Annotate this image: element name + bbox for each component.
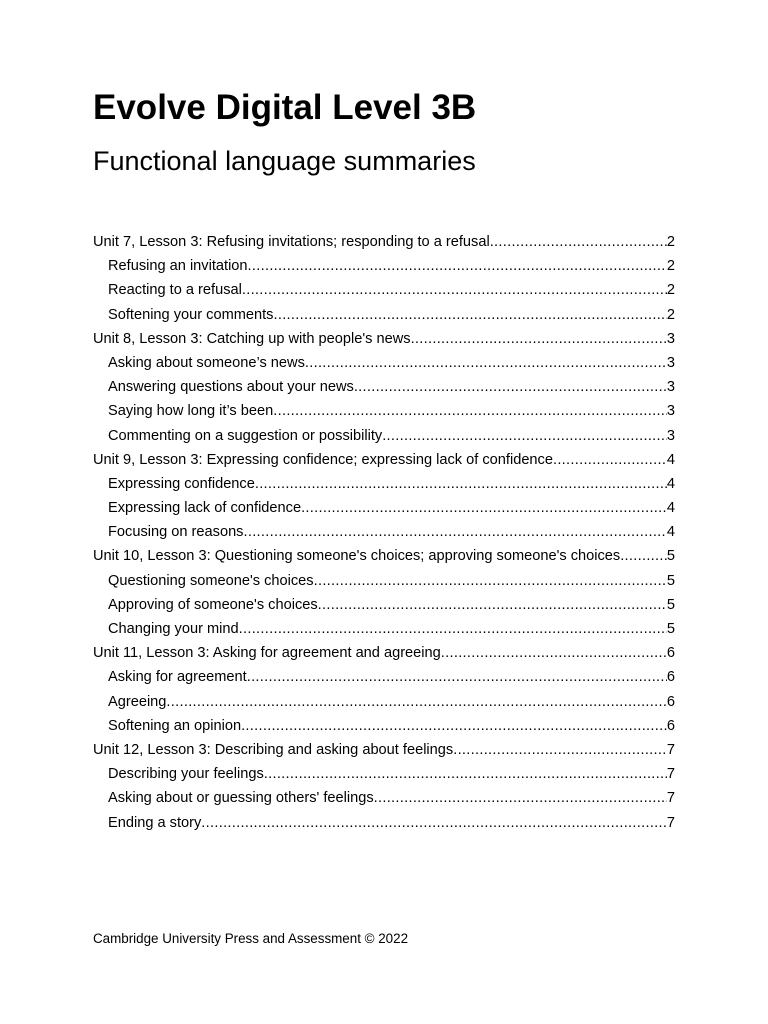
toc-entry-title: Commenting on a suggestion or possibility xyxy=(108,427,383,444)
toc-entry-title: Unit 8, Lesson 3: Catching up with people's news xyxy=(93,330,411,347)
toc-dot-leader xyxy=(273,399,667,423)
toc-dot-leader xyxy=(620,544,667,568)
toc-section-entry[interactable] xyxy=(93,303,675,327)
toc-entry-title: Expressing lack of confidence xyxy=(108,500,302,517)
toc-section-entry[interactable] xyxy=(93,811,675,835)
toc-dot-leader xyxy=(264,762,667,786)
toc-entry-title: Saying how long it’s been xyxy=(108,403,274,420)
toc-section-entry[interactable] xyxy=(93,278,675,302)
toc-page-number: 3 xyxy=(666,354,675,371)
copyright-footer: Cambridge University Press and Assessment © 2022 xyxy=(93,931,409,946)
toc-unit-entry[interactable] xyxy=(93,327,675,351)
toc-unit-entry[interactable] xyxy=(93,544,675,568)
toc-entry-title: Focusing on reasons xyxy=(108,524,244,541)
toc-entry-title: Approving of someone's choices xyxy=(108,596,318,613)
toc-section-entry[interactable] xyxy=(93,714,675,738)
toc-dot-leader xyxy=(241,714,667,738)
document-title: Evolve Digital Level 3B xyxy=(93,88,477,127)
toc-entry-title: Describing your feelings xyxy=(108,766,264,783)
toc-entry-title: Unit 9, Lesson 3: Expressing confidence; expressing lack of confidence xyxy=(93,451,553,468)
toc-entry-title: Refusing an invitation xyxy=(108,258,248,275)
toc-entry-title: Expressing confidence xyxy=(108,475,255,492)
toc-section-entry[interactable] xyxy=(93,593,675,617)
toc-page-number: 6 xyxy=(666,669,675,686)
toc-unit-entry[interactable] xyxy=(93,738,675,762)
toc-page-number: 3 xyxy=(666,427,675,444)
toc-entry-title: Agreeing xyxy=(108,693,167,710)
toc-dot-leader xyxy=(441,641,667,665)
toc-section-entry[interactable] xyxy=(93,762,675,786)
toc-entry-title: Softening your comments xyxy=(108,306,274,323)
toc-page-number: 3 xyxy=(666,379,675,396)
toc-page-number: 7 xyxy=(666,741,675,758)
toc-dot-leader xyxy=(318,593,667,617)
toc-page-number: 4 xyxy=(666,524,675,541)
toc-page-number: 3 xyxy=(666,330,675,347)
toc-entry-title: Asking about or guessing others' feelings xyxy=(108,790,374,807)
toc-dot-leader xyxy=(243,520,666,544)
toc-unit-entry[interactable] xyxy=(93,448,675,472)
toc-page-number: 7 xyxy=(666,814,675,831)
toc-section-entry[interactable] xyxy=(93,520,675,544)
table-of-contents xyxy=(93,230,675,835)
toc-entry-title: Ending a story xyxy=(108,814,202,831)
toc-entry-title: Unit 12, Lesson 3: Describing and asking about feelings xyxy=(93,741,454,758)
toc-section-entry[interactable] xyxy=(93,375,675,399)
toc-page-number: 5 xyxy=(666,572,675,589)
toc-section-entry[interactable] xyxy=(93,351,675,375)
toc-dot-leader xyxy=(166,690,666,714)
toc-section-entry[interactable] xyxy=(93,665,675,689)
toc-page-number: 6 xyxy=(666,717,675,734)
toc-page-number: 5 xyxy=(666,621,675,637)
toc-entry-title: Questioning someone's choices xyxy=(108,572,314,589)
toc-page-number: 2 xyxy=(666,258,675,275)
toc-page-number: 4 xyxy=(666,475,675,492)
toc-page-number: 7 xyxy=(666,766,675,783)
toc-dot-leader xyxy=(273,303,666,327)
toc-section-entry[interactable] xyxy=(93,569,675,593)
toc-section-entry[interactable] xyxy=(93,424,675,448)
toc-dot-leader xyxy=(239,617,667,641)
toc-dot-leader xyxy=(411,327,667,351)
toc-entry-title: Reacting to a refusal xyxy=(108,282,242,299)
toc-page-number: 6 xyxy=(666,693,675,710)
toc-dot-leader xyxy=(453,738,667,762)
toc-entry-title: Asking for agreement xyxy=(108,669,247,686)
toc-section-entry[interactable] xyxy=(93,254,675,278)
toc-entry-title: Unit 7, Lesson 3: Refusing invitations; responding to a refusal xyxy=(93,234,490,250)
document-subtitle: Functional language summaries xyxy=(93,146,476,176)
toc-page-number: 2 xyxy=(666,282,675,299)
toc-dot-leader xyxy=(248,254,667,278)
toc-section-entry[interactable] xyxy=(93,399,675,423)
toc-entry-title: Unit 11, Lesson 3: Asking for agreement and agreeing xyxy=(93,645,441,662)
toc-page-number: 4 xyxy=(666,500,675,517)
toc-section-entry[interactable] xyxy=(93,617,675,641)
toc-page-number: 4 xyxy=(666,451,675,468)
toc-dot-leader xyxy=(374,786,667,810)
toc-dot-leader xyxy=(242,278,667,302)
toc-entry-title: Changing your mind xyxy=(108,621,239,637)
toc-dot-leader xyxy=(255,472,667,496)
toc-page-number: 5 xyxy=(666,596,675,613)
toc-entry-title: Asking about someone’s news xyxy=(108,354,305,371)
toc-section-entry[interactable] xyxy=(93,472,675,496)
toc-dot-leader xyxy=(247,665,667,689)
toc-unit-entry[interactable] xyxy=(93,230,675,254)
toc-page-number: 7 xyxy=(666,790,675,807)
toc-page-number: 2 xyxy=(666,234,675,250)
toc-dot-leader xyxy=(314,569,667,593)
toc-section-entry[interactable] xyxy=(93,786,675,810)
toc-dot-leader xyxy=(553,448,667,472)
toc-dot-leader xyxy=(201,811,667,835)
toc-unit-entry[interactable] xyxy=(93,641,675,665)
toc-dot-leader xyxy=(490,230,667,254)
toc-section-entry[interactable] xyxy=(93,496,675,520)
toc-page-number: 3 xyxy=(666,403,675,420)
toc-entry-title: Softening an opinion xyxy=(108,717,242,734)
toc-page-number: 2 xyxy=(666,306,675,323)
toc-entry-title: Answering questions about your news xyxy=(108,379,354,396)
toc-entry-title: Unit 10, Lesson 3: Questioning someone's choices; approving someone's choices xyxy=(93,548,621,565)
toc-dot-leader xyxy=(301,496,667,520)
toc-page-number: 5 xyxy=(666,548,675,565)
toc-page-number: 6 xyxy=(666,645,675,662)
toc-section-entry[interactable] xyxy=(93,690,675,714)
toc-dot-leader xyxy=(305,351,667,375)
toc-dot-leader xyxy=(354,375,667,399)
toc-dot-leader xyxy=(382,424,667,448)
